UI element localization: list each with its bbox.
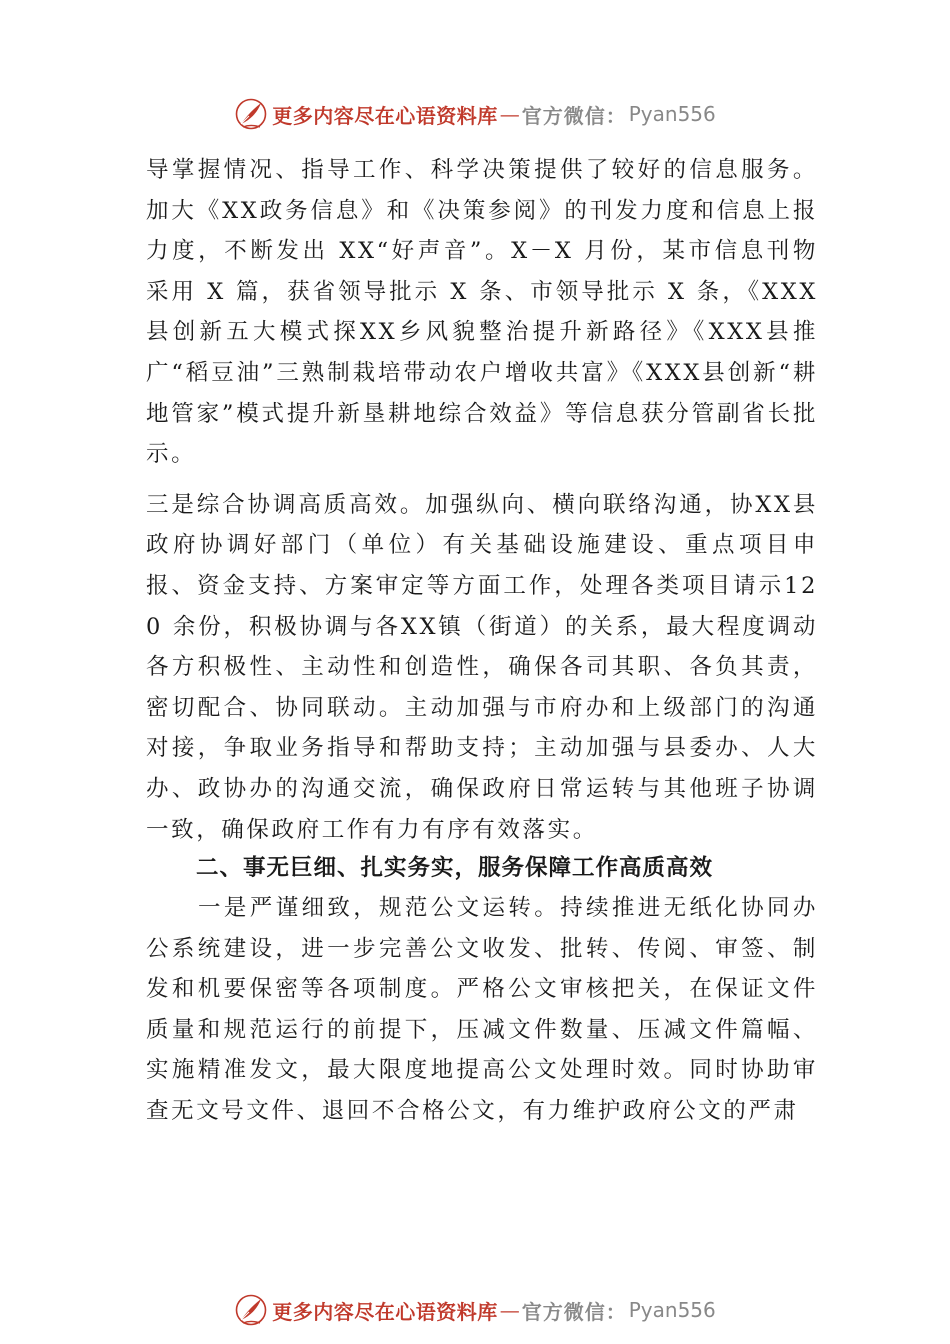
footer-banner <box>0 1290 950 1330</box>
section-heading: 二、事无巨细、扎实务实，服务保障工作高质高效 <box>196 855 714 882</box>
quill-pen-logo-icon <box>234 97 268 131</box>
header-banner <box>0 94 950 134</box>
banner-wechat-id: Pyan556 <box>628 102 716 126</box>
quill-pen-logo-icon <box>234 1293 268 1327</box>
paragraph-coordination: 三是综合协调高质高效。加强纵向、横向联络沟通，协XX县政府协调好部门（单位）有关基础设施建设、重点项目申报、资金支持、方案审定等方面工作，处理各类项目请示120 余份，积极协调与各XX镇（街道）的关系，最大程度调动各方积极性、主动性和创造性，确保各司其职、各负其责， 密切配合、协同联动。主动加强与市府办和上级部门的沟通对接，争取业务指导和帮助支持；主动加强与县委办、人大办、政协办的沟通交流，确保政府日常运转与其他班子协调一致，确保政府工作有力有序有效落实。 <box>146 491 818 843</box>
paragraph-document-handling: 一是严谨细致，规范公文运转。持续推进无纸化协同办公系统建设，进一步完善公文收发、批转、传阅、审签、制发和机要保密等各项制度。严格公文审核把关，在保证文件质量和规范运行的前提下，压减文件数量、压减文件篇幅、 实施精准发文，最大限度地提高公文处理时效。同时协助审查无文号文件、退回不合格公文，有力维护政府公文的严肃 <box>146 895 818 1125</box>
banner-dash: — <box>499 1298 520 1322</box>
document-body <box>146 150 818 1132</box>
banner-dash: — <box>499 102 520 126</box>
banner-wechat-id: Pyan556 <box>628 1298 716 1322</box>
banner-wechat-label: 官方微信： <box>521 103 627 128</box>
banner-site-name: 更多内容尽在心语资料库 <box>272 1299 498 1324</box>
banner-site-name: 更多内容尽在心语资料库 <box>272 103 498 128</box>
banner-wechat-label: 官方微信： <box>521 1299 627 1324</box>
paragraph-information-service: 导掌握情况、指导工作、科学决策提供了较好的信息服务。 加大《XX政务信息》和《决策参阅》的刊发力度和信息上报力度，不断发出 XX“好声音”。X－X 月份，某市信息刊物采用 X 篇，获省领导批示 X 条、市领导批示 X 条，《XXX县创新五大模式探XX乡风貌整治提升新路径》《XXX县推广“稻豆油”三熟制栽培带动农户增收共富》《XXX县创新“耕地管家”模式提升新垦耕地综合效益》等信息获分管副省长批示。 <box>146 157 818 468</box>
